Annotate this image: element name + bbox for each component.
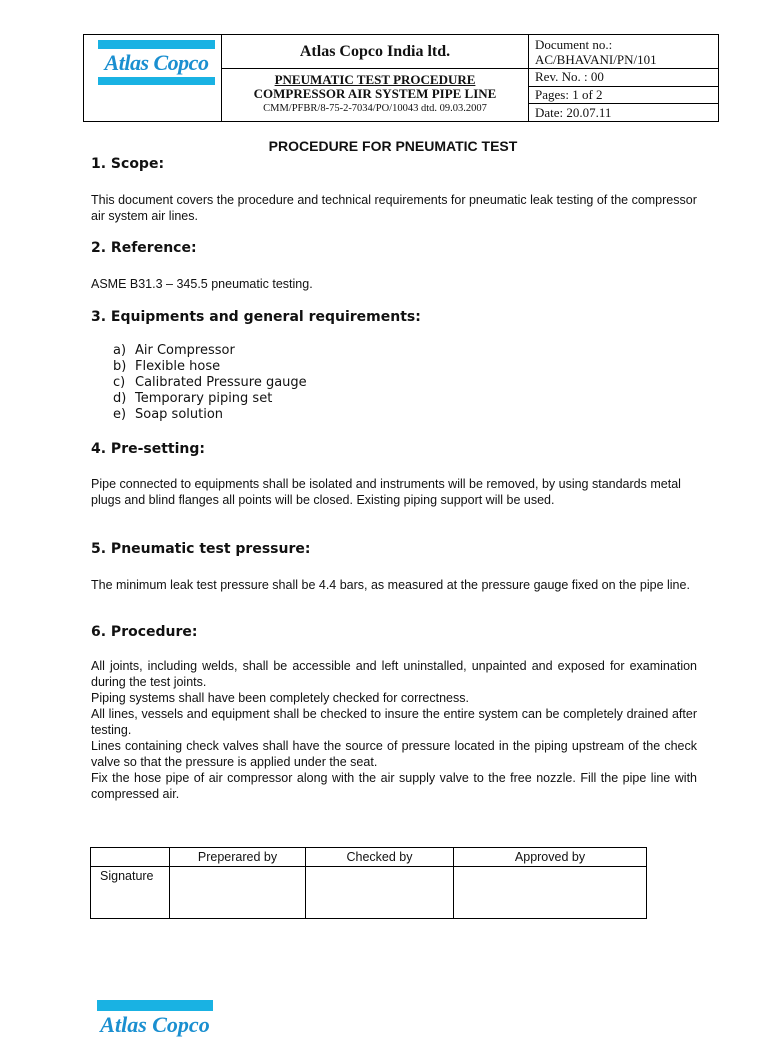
signature-row-label: Signature: [91, 867, 170, 919]
signature-table: [90, 847, 647, 919]
procedure-paragraph: Lines containing check valves shall have the source of pressure located in the piping upstream of the check valve so that the pressure is applied under the seat.: [91, 739, 697, 769]
system-title: COMPRESSOR AIR SYSTEM PIPE LINE: [253, 86, 497, 101]
list-item-text: Soap solution: [135, 407, 224, 422]
procedure-paragraph: All lines, vessels and equipment shall be checked to insure the entire system can be completely drained after testing.: [91, 707, 697, 737]
prepared-by-signature: [170, 867, 306, 919]
section-heading-presetting: 4. Pre-setting:: [91, 441, 206, 457]
document-number: AC/BHAVANI/PN/101: [535, 51, 657, 67]
title-block: [222, 69, 529, 122]
list-marker: c): [113, 375, 126, 390]
list-item-text: Temporary piping set: [135, 391, 273, 406]
footer-logo-bar: [97, 1000, 213, 1011]
revision-number: Rev. No. : 00: [529, 69, 718, 86]
company-name: Atlas Copco India ltd.: [222, 35, 529, 69]
logo-bar-bottom: [98, 77, 215, 85]
pressure-text: The minimum leak test pressure shall be 4.4 bars, as measured at the pressure gauge fixed on the pipe line.: [91, 578, 690, 592]
section-heading-pressure: 5. Pneumatic test pressure:: [91, 541, 311, 557]
procedure-text: [91, 658, 697, 802]
list-item: [113, 375, 307, 391]
logo-wordmark: Atlas Copco: [104, 50, 209, 75]
list-marker: b): [113, 359, 127, 374]
footer-logo-wordmark: Atlas Copco: [100, 1012, 210, 1037]
logo-bar-top: [98, 40, 215, 49]
document-number-cell: [529, 35, 719, 69]
list-marker: d): [113, 391, 127, 406]
approved-by-header: Approved by: [454, 848, 647, 867]
prepared-by-header: Preperared by: [170, 848, 306, 867]
signature-header-empty: [91, 848, 170, 867]
list-item-text: Calibrated Pressure gauge: [135, 375, 307, 390]
procedure-paragraph: Fix the hose pipe of air compressor along with the air supply valve to the free nozzle. Fill the pipe line with compressed air.: [91, 771, 697, 801]
scope-text: This document covers the procedure and technical requirements for pneumatic leak testing of the compressor air system air lines.: [91, 193, 697, 223]
list-item: [113, 407, 307, 423]
revision-block: [529, 69, 719, 122]
procedure-paragraph: Piping systems shall have been completely checked for correctness.: [91, 691, 469, 705]
section-heading-procedure: 6. Procedure:: [91, 624, 198, 640]
list-item: [113, 359, 307, 375]
list-marker: e): [113, 407, 127, 422]
section-heading-scope: 1. Scope:: [91, 156, 165, 172]
section-heading-reference: 2. Reference:: [91, 240, 197, 256]
footer-atlas-copco-logo: [97, 1000, 213, 1039]
list-item-text: Flexible hose: [135, 359, 221, 374]
list-item-text: Air Compressor: [135, 343, 235, 358]
procedure-paragraph: All joints, including welds, shall be accessible and left uninstalled, unpainted and exposed for examination during the test joints.: [91, 659, 697, 689]
document-header: [83, 34, 713, 122]
document-title: PROCEDURE FOR PNEUMATIC TEST: [268, 138, 518, 154]
document-date: Date: 20.07.11: [529, 104, 718, 121]
atlas-copco-logo: [98, 40, 215, 85]
equipment-list: [113, 343, 307, 423]
list-item: [113, 391, 307, 407]
section-heading-equipment: 3. Equipments and general requirements:: [91, 309, 421, 325]
document-number-label: Document no.:: [535, 36, 613, 52]
presetting-text: Pipe connected to equipments shall be isolated and instruments will be removed, by using standards metal plugs and blind flanges all points will be closed. Existing piping support will be used.: [91, 477, 681, 507]
logo-cell: [84, 35, 222, 122]
contract-reference: CMM/PFBR/8-75-2-7034/PO/10043 dtd. 09.03.2007: [263, 103, 487, 114]
checked-by-header: Checked by: [306, 848, 454, 867]
reference-text: ASME B31.3 – 345.5 pneumatic testing.: [91, 277, 313, 291]
page-count: Pages: 1 of 2: [529, 86, 718, 104]
list-marker: a): [113, 343, 127, 358]
procedure-title: PNEUMATIC TEST PROCEDURE: [274, 72, 476, 87]
checked-by-signature: [306, 867, 454, 919]
approved-by-signature: [454, 867, 647, 919]
list-item: [113, 343, 307, 359]
